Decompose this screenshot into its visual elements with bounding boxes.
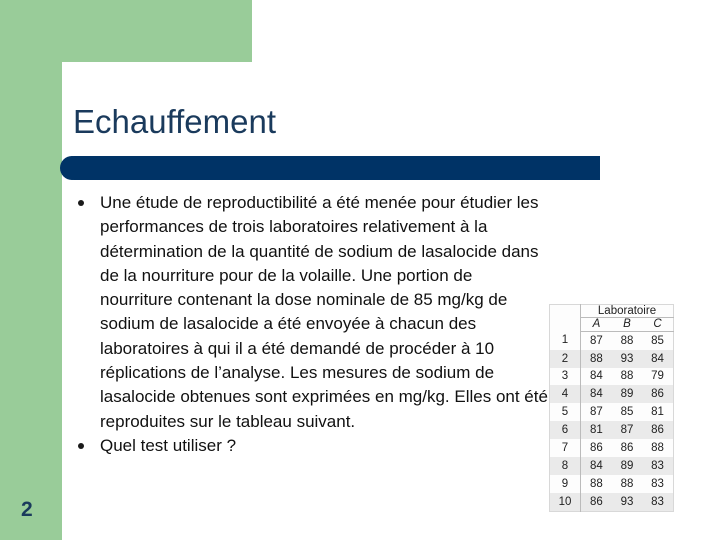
table-row — [550, 350, 674, 368]
table-column-header: C — [642, 318, 673, 331]
table-cell: 89 — [612, 385, 642, 403]
bullet-item — [78, 434, 548, 458]
table-row-index: 8 — [550, 457, 581, 475]
table-cell: 83 — [642, 457, 673, 475]
table-row — [550, 368, 674, 386]
table-row — [550, 403, 674, 421]
table-cell: 84 — [590, 370, 603, 383]
table-cell: 81 — [651, 406, 664, 419]
table-row — [550, 385, 674, 403]
table-cell: 84 — [642, 350, 673, 368]
table-row — [550, 457, 674, 475]
table-row — [550, 439, 674, 457]
bullet-item — [78, 191, 548, 434]
green-side-strip — [0, 0, 62, 540]
table-cell: 81 — [581, 421, 612, 439]
table-row-index: 2 — [550, 350, 581, 368]
table-cell: 85 — [651, 334, 664, 347]
table-cell: 79 — [651, 370, 664, 383]
table-cell: 89 — [612, 457, 642, 475]
table-cell: 93 — [612, 493, 642, 512]
bullet-icon — [78, 200, 84, 206]
table-group-header: Laboratoire — [581, 305, 674, 318]
bullet-list — [78, 191, 548, 458]
table-cell: 93 — [612, 350, 642, 368]
table-cell: 83 — [642, 493, 673, 512]
slide-number: 2 — [21, 498, 33, 521]
table-cell: 86 — [590, 441, 603, 454]
table-cell: 87 — [590, 334, 603, 347]
table-row-index: 5 — [550, 403, 581, 421]
table-row — [550, 475, 674, 493]
bullet-text: Une étude de reproductibilité a été menée pour étudier les performances de trois laboratoires relativement à la détermination de la quantité de sodium de lasalocide dans de la nourriture pour de la volaille. Une portion de nourriture contenant la dose nominale de 85 mg/kg de sodium de lasalocide a été envoyée à chacun des laboratoires à qui il a été demandé de procéder à 10 réplications de l’analyse. Les mesures de sodium de lasalocide obtenues sont exprimées en mg/kg. Elles ont été reproduites sur le tableau suivant. — [100, 193, 548, 431]
table-cell: 88 — [581, 350, 612, 368]
table-cell: 84 — [581, 457, 612, 475]
table-cell: 83 — [651, 477, 664, 490]
table-cell: 87 — [590, 406, 603, 419]
table-row-index: 10 — [550, 493, 581, 512]
table-column-header: A — [581, 318, 612, 331]
table-row-index: 1 — [550, 331, 581, 350]
table-cell: 88 — [620, 477, 634, 490]
table-cell: 86 — [620, 441, 634, 454]
table-row-index: 3 — [550, 368, 581, 386]
bullet-icon — [78, 443, 84, 449]
table-row-index: 4 — [550, 385, 581, 403]
table-corner-cell — [550, 305, 581, 318]
table-cell: 86 — [581, 493, 612, 512]
table-cell: 86 — [642, 421, 673, 439]
title-divider-bar — [62, 156, 600, 180]
slide-title: Echauffement — [73, 103, 277, 140]
table-cell: 86 — [642, 385, 673, 403]
table-row — [550, 421, 674, 439]
table-cell: 85 — [620, 406, 634, 419]
table-cell: 88 — [620, 334, 634, 347]
table-cell: 88 — [651, 441, 664, 454]
table-cell: 87 — [612, 421, 642, 439]
lab-results-table — [549, 304, 674, 512]
table-row — [550, 331, 674, 350]
bullet-text: Quel test utiliser ? — [100, 435, 237, 455]
table-corner-cell — [550, 318, 581, 331]
table-row-index: 9 — [550, 475, 581, 493]
table-row-index: 7 — [550, 439, 581, 457]
table-row-index: 6 — [550, 421, 581, 439]
table-cell: 84 — [581, 385, 612, 403]
table-row — [550, 493, 674, 512]
table-cell: 88 — [590, 477, 603, 490]
rounded-corner — [62, 62, 102, 102]
table-cell: 88 — [620, 370, 634, 383]
table-column-header: B — [612, 318, 642, 331]
